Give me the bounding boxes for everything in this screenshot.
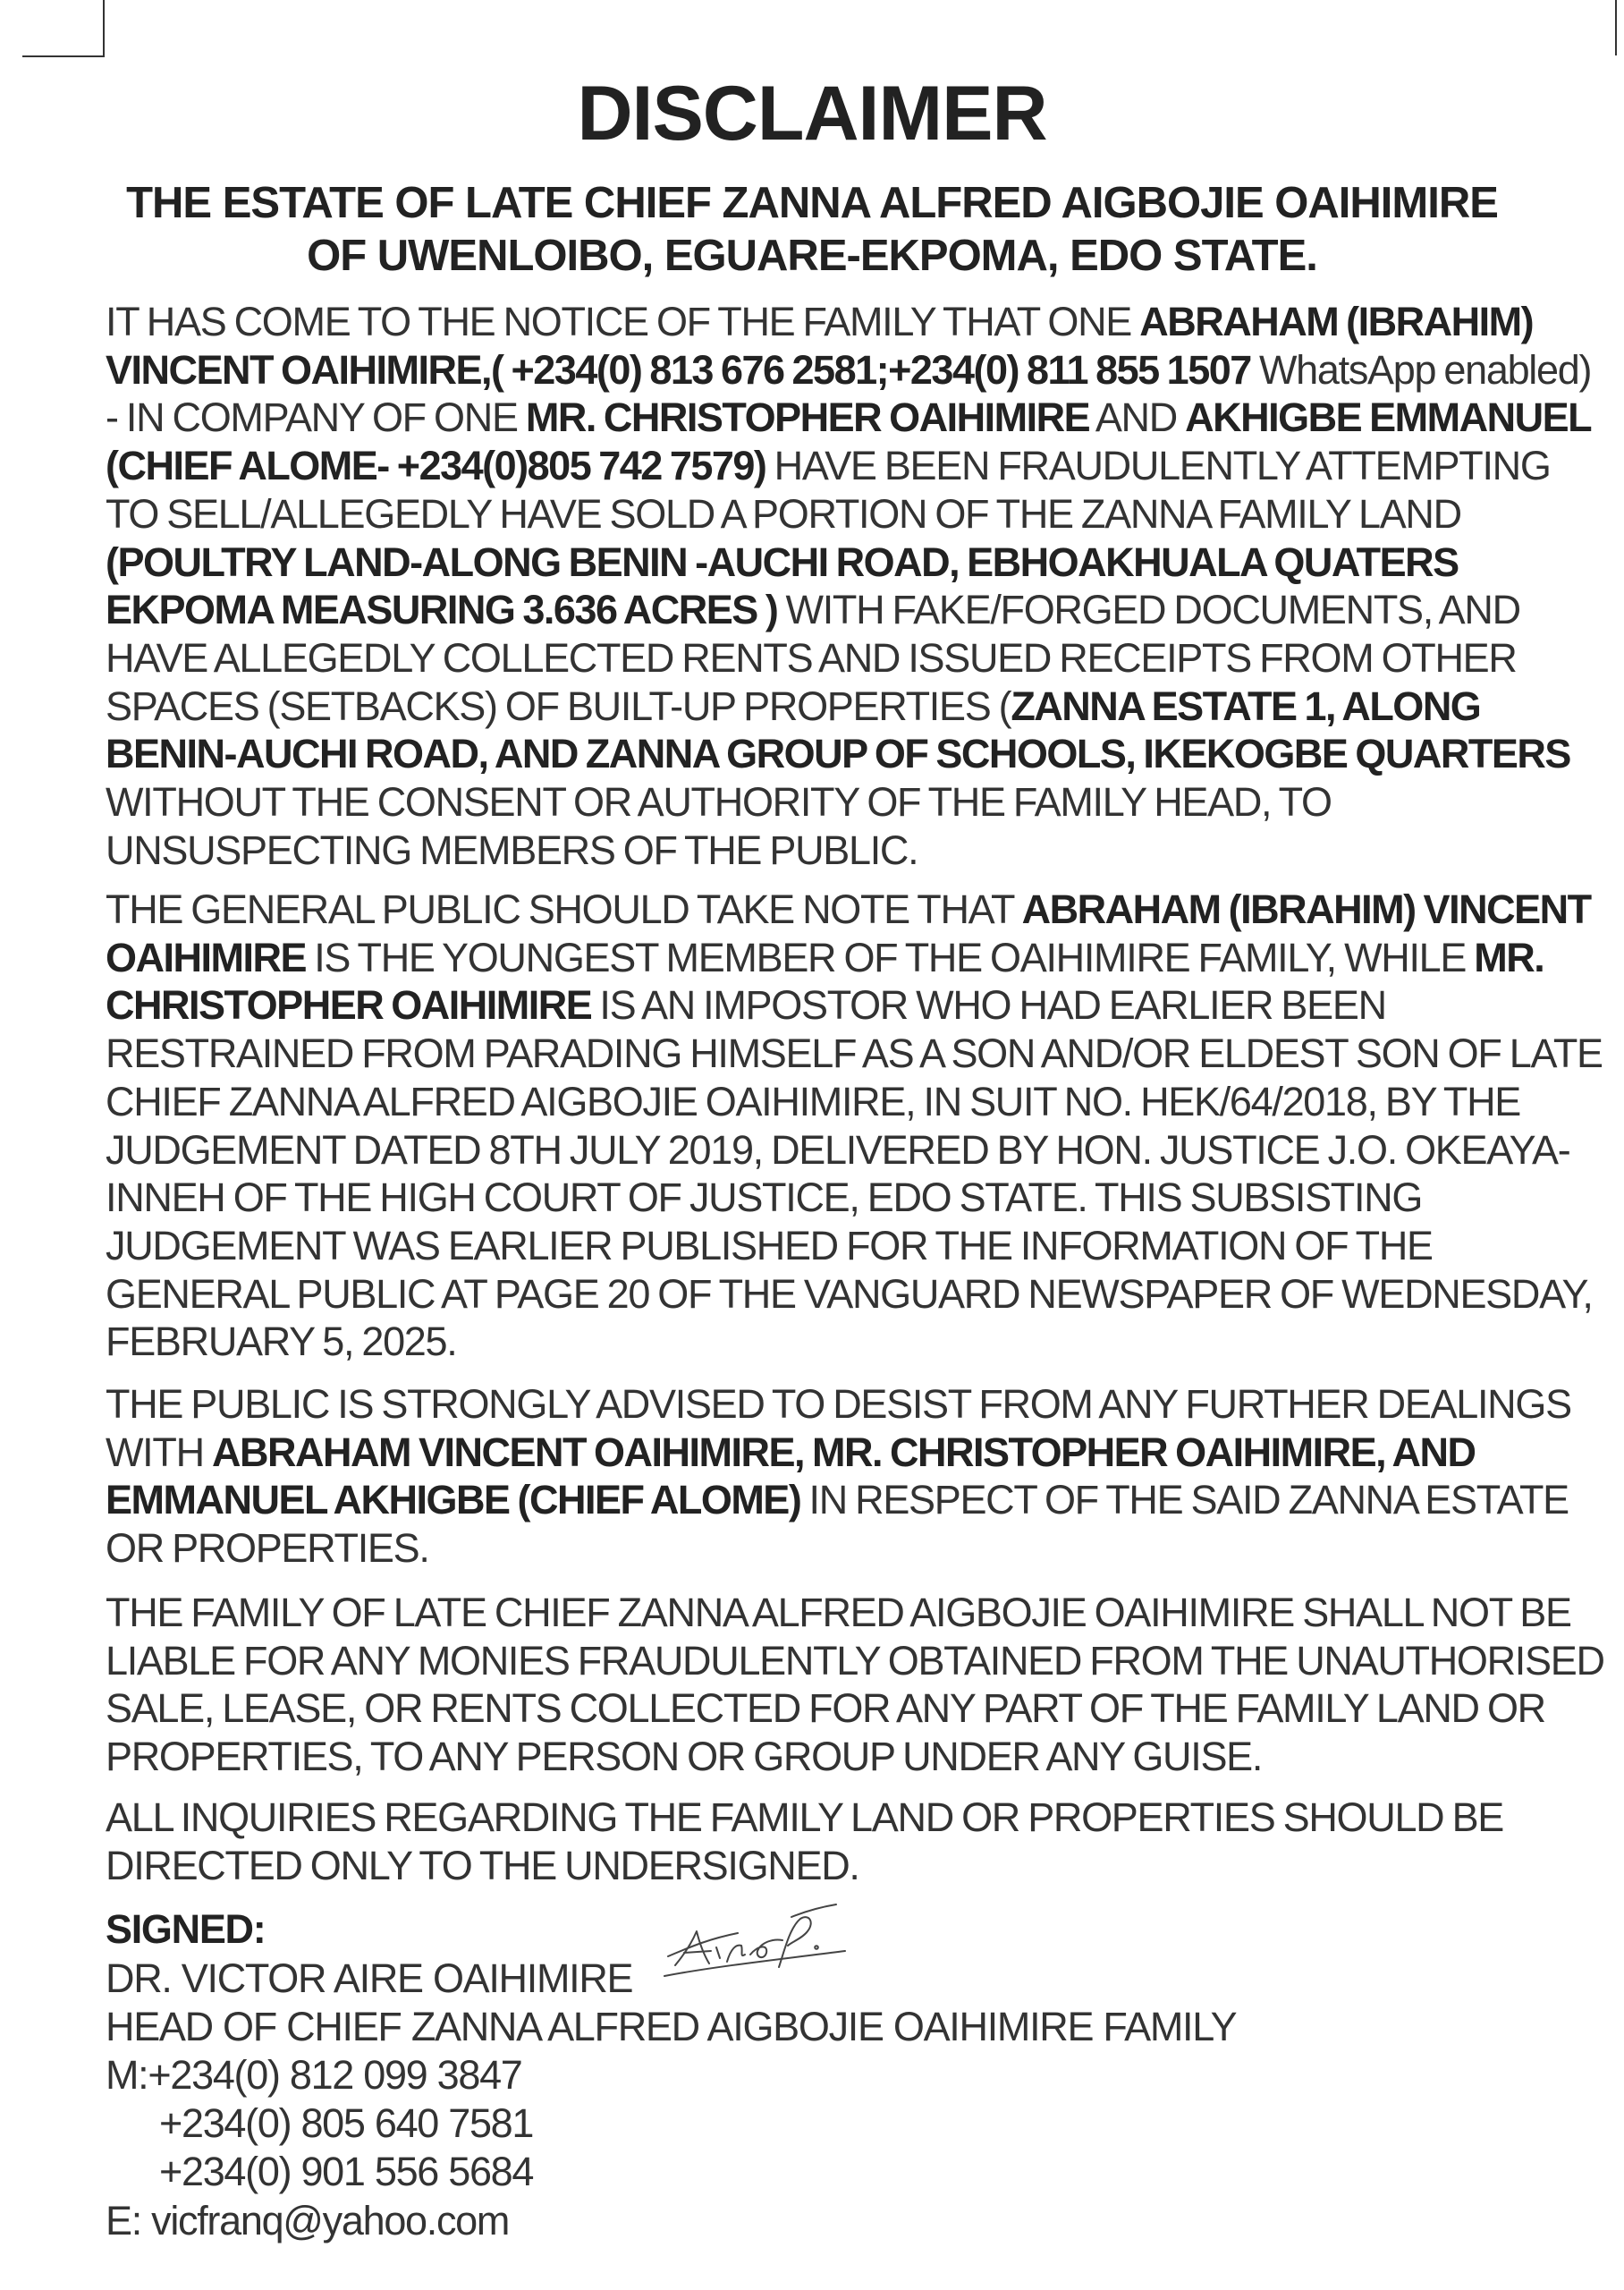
paragraph-text: THE FAMILY OF LATE CHIEF ZANNA ALFRED AIGBOJIE OAIHIMIRE SHALL NOT BE LIABLE FOR ANY MONIES FRAUDULENTLY OBTAINED FROM THE UNAUTHORISED SALE, LEASE, OR RENTS COLLECTED FOR ANY PART OF THE FAMILY LAND OR PROPERTIES, TO ANY PERSON OR GROUP UNDER ANY GUISE.: [106, 1590, 1604, 1780]
paragraph-text: WITH FAKE/FORGED DOCUMENTS, AND HAVE ALLEGEDLY COLLECTED RENTS AND ISSUED RECEIPTS FROM OTHER SPACES (SETBACKS) OF BUILT-UP PROPERTIES (: [106, 587, 1520, 729]
paragraph-text: IN RESPECT OF THE SAID ZANNA ESTATE OR PROPERTIES.: [106, 1477, 1569, 1572]
paragraph-text: IS THE YOUNGEST MEMBER OF THE OAIHIMIRE FAMILY, WHILE: [306, 934, 1475, 980]
document-title: DISCLAIMER: [577, 71, 1047, 157]
paragraph-public-note: [106, 886, 1608, 1366]
phone-line: [106, 2051, 522, 2099]
paragraph-emphasis: ABRAHAM (IBRAHIM) VINCENT OAIHIMIRE: [106, 886, 1591, 980]
paragraph-text: AND: [1089, 394, 1186, 441]
phone-number: +234(0) 805 640 7581: [159, 2100, 534, 2146]
document-subtitle: THE ESTATE OF LATE CHIEF ZANNA ALFRED AIGBOJIE OAIHIMIRE OF UWENLOIBO, EGUARE-EKPOMA, EDO STATE.: [126, 179, 1498, 280]
paragraph-text: HAVE BEEN FRAUDULENTLY ATTEMPTING TO SELL/ALLEGEDLY HAVE SOLD A PORTION OF THE ZANNA FAMILY LAND: [106, 443, 1551, 537]
paragraph-text: THE GENERAL PUBLIC SHOULD TAKE NOTE THAT: [106, 886, 1022, 932]
paragraph-notice: [106, 298, 1608, 874]
paragraph-advisory: [106, 1380, 1608, 1573]
paragraph-emphasis: ABRAHAM VINCENT OAIHIMIRE, MR. CHRISTOPHER OAIHIMIRE, AND EMMANUEL AKHIGBE (CHIEF ALOME): [106, 1429, 1476, 1523]
paragraph-inquiries: [106, 1794, 1608, 1889]
crop-mark-top-left: [22, 0, 105, 57]
email-line: [106, 2197, 509, 2245]
paragraph-emphasis: AKHIGBE EMMANUEL (CHIEF ALOME- +234(0)805 742 7579): [106, 394, 1591, 489]
crop-mark-top-right: [1615, 0, 1624, 55]
paragraph-text: IT HAS COME TO THE NOTICE OF THE FAMILY THAT ONE: [106, 299, 1140, 344]
phone-label: M:: [106, 2052, 148, 2098]
phone-number: +234(0) 812 099 3847: [148, 2052, 522, 2098]
paragraph-liability: [106, 1589, 1608, 1781]
paragraph-text: WITHOUT THE CONSENT OR AUTHORITY OF THE FAMILY HEAD, TO UNSUSPECTING MEMBERS OF THE PUBLIC.: [106, 779, 1332, 873]
paragraph-emphasis: MR. CHRISTOPHER OAIHIMIRE: [106, 934, 1544, 1029]
email-address: vicfranq@yahoo.com: [151, 2198, 510, 2243]
paragraph-emphasis: (POULTRY LAND-ALONG BENIN -AUCHI ROAD, EBHOAKHUALA QUATERS EKPOMA MEASURING 3.636 ACRES ): [106, 539, 1459, 633]
paragraph-emphasis: MR. CHRISTOPHER OAIHIMIRE: [525, 394, 1090, 441]
signer-title: HEAD OF CHIEF ZANNA ALFRED AIGBOJIE OAIHIMIRE FAMILY: [106, 2004, 1237, 2049]
email-label: E:: [106, 2198, 141, 2243]
paragraph-text: THE PUBLIC IS STRONGLY ADVISED TO DESIST FROM ANY FURTHER DEALINGS WITH: [106, 1381, 1571, 1475]
phone-number: +234(0) 901 556 5684: [159, 2149, 534, 2194]
signed-label: SIGNED:: [106, 1906, 266, 1952]
paragraph-emphasis: ZANNA ESTATE 1, ALONG BENIN-AUCHI ROAD, AND ZANNA GROUP OF SCHOOLS, IKEKOGBE QUARTERS: [106, 683, 1570, 777]
paragraph-emphasis: ABRAHAM (IBRAHIM) VINCENT OAIHIMIRE,( +234(0) 813 676 2581;+234(0) 811 855 1507: [106, 299, 1534, 393]
paragraph-text: IS AN IMPOSTOR WHO HAD EARLIER BEEN RESTRAINED FROM PARADING HIMSELF AS A SON AND/OR ELDEST SON OF LATE CHIEF ZANNA ALFRED AIGBOJIE OAIHIMIRE, IN SUIT NO. HEK/64/2018, BY THE JUDGEMENT DATED 8TH JULY 2019, DELIVERED BY HON. JUSTICE J.O. OKEAYA-INNEH OF THE HIGH COURT OF JUSTICE, EDO STATE. THIS SUBSISTING JUDGEMENT WAS EARLIER PUBLISHED FOR THE INFORMATION OF THE GENERAL PUBLIC AT PAGE 20 OF THE VANGUARD NEWSPAPER OF WEDNESDAY, FEBRUARY 5, 2025.: [106, 982, 1603, 1365]
paragraph-text: WhatsApp enabled) - IN COMPANY OF ONE: [106, 346, 1592, 441]
paragraph-text: ALL INQUIRIES REGARDING THE FAMILY LAND OR PROPERTIES SHOULD BE DIRECTED ONLY TO THE UNDERSIGNED.: [106, 1794, 1504, 1888]
signer-name: DR. VICTOR AIRE OAIHIMIRE: [106, 1955, 633, 2001]
handwritten-signature: [657, 1892, 854, 1990]
